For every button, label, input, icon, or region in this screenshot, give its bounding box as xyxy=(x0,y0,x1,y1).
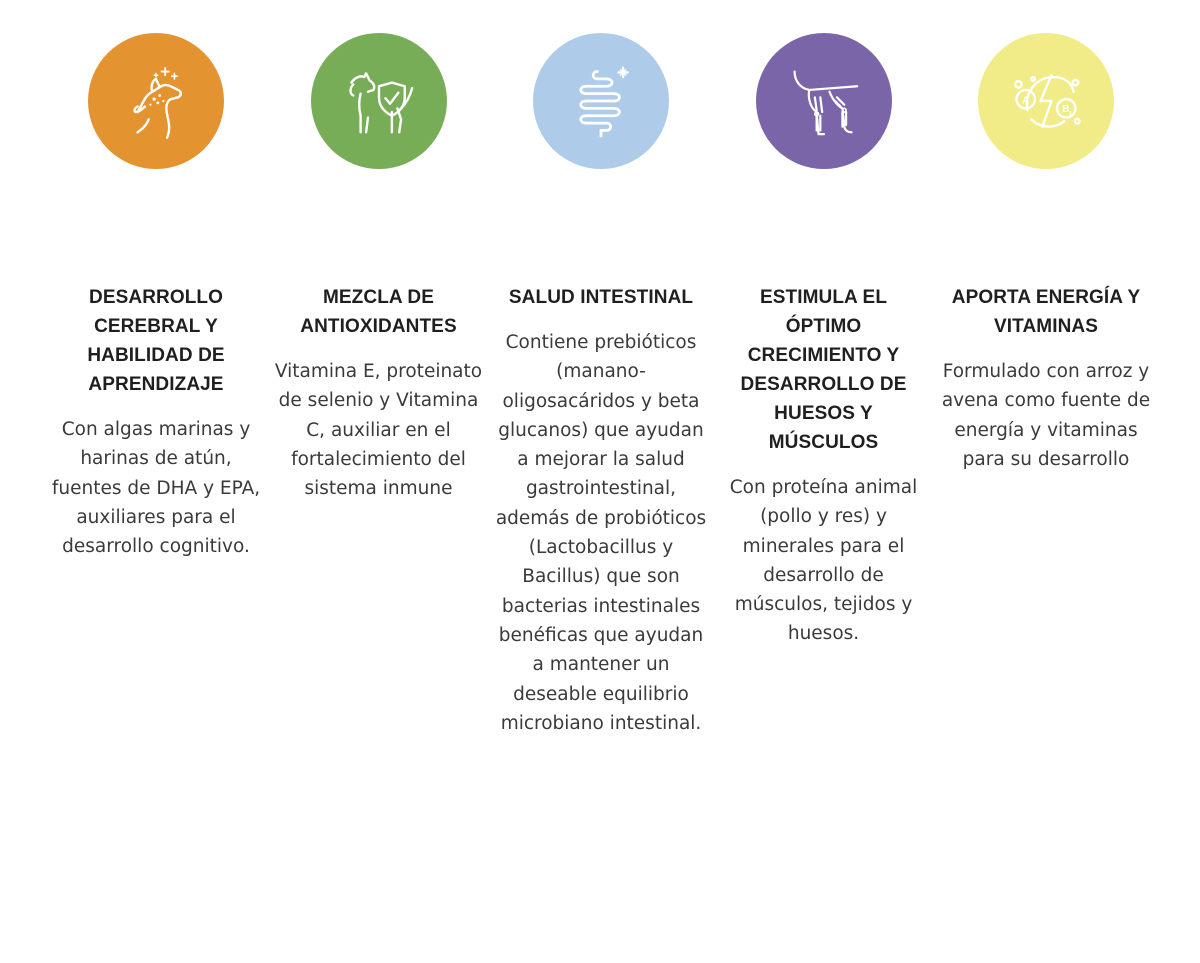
benefit-title: MEZCLA DE ANTIOXIDANTES xyxy=(300,287,457,337)
benefit-title: APORTA ENERGÍA Y VITAMINAS xyxy=(951,287,1141,337)
benefit-card-energy-vitamins xyxy=(935,33,1157,738)
benefit-description: Con algas marinas y harinas de atún, fuentes de DHA y EPA, auxiliares para el desarrollo cognitivo. xyxy=(51,419,261,558)
benefit-card-antioxidants xyxy=(268,33,490,738)
benefit-title: ESTIMULA EL ÓPTIMO CRECIMIENTO Y DESARROLLO DE HUESOS Y MÚSCULOS xyxy=(740,287,907,453)
benefit-title: SALUD INTESTINAL xyxy=(508,287,694,308)
benefit-icon-circle xyxy=(978,33,1114,169)
vitamin-b-subscript: 1 xyxy=(1069,110,1073,117)
benefit-title: DESARROLLO CEREBRAL Y HABILIDAD DE APRENDIZAJE xyxy=(87,287,225,395)
vitamin-a-letter: A xyxy=(1022,95,1030,107)
dog-shield-check-icon xyxy=(333,55,425,147)
benefit-icon-circle xyxy=(756,33,892,169)
benefit-icon-circle xyxy=(88,33,224,169)
intestine-sparkle-icon xyxy=(555,55,647,147)
vitamin-b-letter: B xyxy=(1062,104,1070,116)
benefit-description: Formulado con arroz y avena como fuente de energía y vitaminas para su desarrollo xyxy=(941,361,1151,470)
dog-bones-muscles-icon xyxy=(778,55,870,147)
benefit-icon-circle xyxy=(311,33,447,169)
benefit-description: Vitamina E, proteinato de selenio y Vitamina C, auxiliar en el fortalecimiento del sistema inmune xyxy=(274,361,483,500)
benefit-card-brain-development xyxy=(45,33,267,738)
benefit-card-intestinal-health xyxy=(490,33,712,738)
benefit-icon-circle xyxy=(533,33,669,169)
benefit-description: Con proteína animal (pollo y res) y minerales para el desarrollo de músculos, tejidos y huesos. xyxy=(729,477,918,645)
benefit-card-bones-muscles xyxy=(713,33,935,738)
energy-vitamins-icon xyxy=(1000,55,1092,147)
benefit-description: Contiene prebióticos (manano-oligosacáridos y beta glucanos) que ayudan a mejorar la salud gastrointestinal, además de probióticos (Lactobacillus y Bacillus) que son bacterias intestinales benéficas que ayudan a mantener un deseable equilibrio microbiano intestinal. xyxy=(495,332,707,734)
benefits-row xyxy=(45,33,1157,738)
dog-head-sparkle-icon xyxy=(110,55,202,147)
